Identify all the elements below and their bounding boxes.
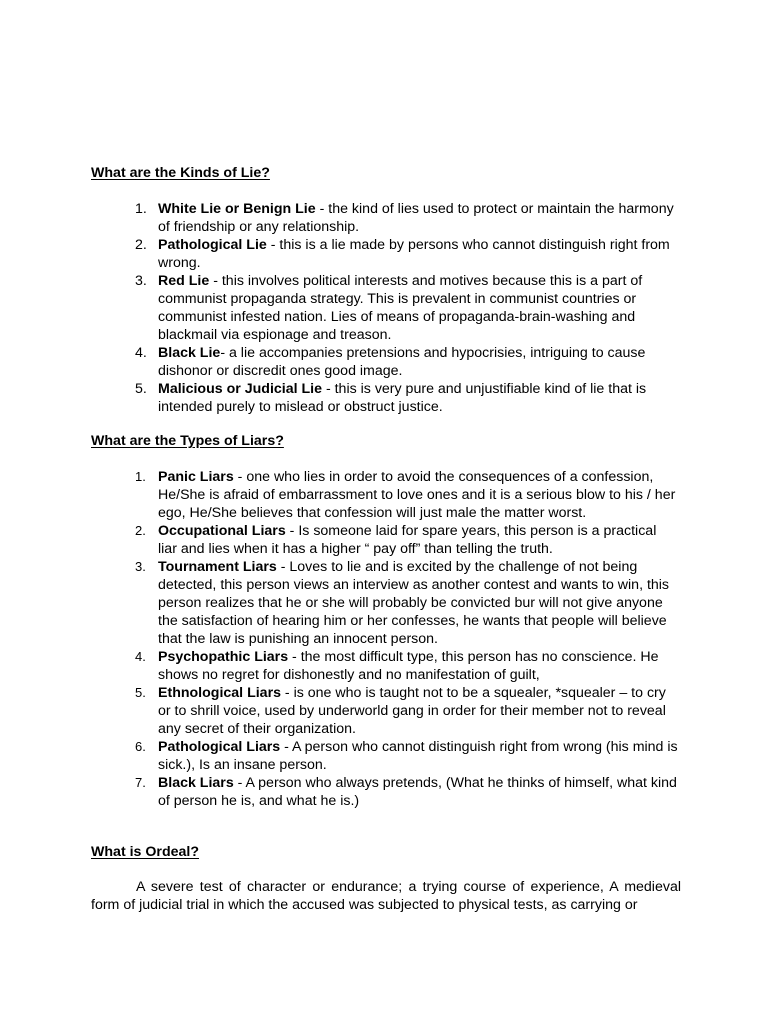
list-item-number: 2. <box>135 237 147 253</box>
list-item-number: 1. <box>135 201 147 217</box>
list-item-term: Black Liars <box>158 775 234 791</box>
list-item-number: 3. <box>135 273 147 289</box>
list-item-term: Panic Liars <box>158 469 234 485</box>
list-item-number: 4. <box>135 345 147 361</box>
list-item <box>0 344 678 380</box>
list-item-term: Occupational Liars <box>158 523 286 539</box>
list-item-text: - the kind of lies used to protect or maintain the harmony of friendship or any relationship. <box>158 201 674 235</box>
kinds-of-lie-heading: What are the Kinds of Lie? <box>91 165 270 181</box>
types-of-liars-heading: What are the Types of Liars? <box>91 433 284 449</box>
list-item <box>0 272 678 344</box>
list-item-term: Psychopathic Liars <box>158 649 289 665</box>
list-item <box>0 774 678 810</box>
list-item-number: 1. <box>135 469 146 484</box>
list-item <box>0 738 678 774</box>
list-item-text: - this involves political interests and motives because this is a part of communist propaganda strategy. This is prevalent in communist countries or communist infested nation. Lies of means of propaganda-brain-washing and blackmail via espionage and treason. <box>158 273 643 343</box>
list-item-term: Black Lie <box>158 345 221 361</box>
list-item-term: Pathological Liars <box>158 739 281 755</box>
list-item-text: - A person who cannot distinguish right from wrong (his mind is sick.), Is an insane person. <box>158 739 678 773</box>
list-item <box>0 558 678 648</box>
list-item <box>0 522 678 558</box>
list-item-text: - Loves to lie and is excited by the challenge of not being detected, this person views an interview as another contest and wants to win, this person realizes that he or she will probably be convicted bur will not give anyone the satisfaction of hearing him or her confesses, he wants that people will believe that the law is punishing an innocent person. <box>158 559 670 647</box>
list-item-text: - the most difficult type, this person has no conscience. He shows no regret for dishonestly and no manifestation of guilt, <box>158 649 659 683</box>
list-item <box>0 200 678 236</box>
list-item-term: Pathological Lie <box>158 237 267 253</box>
list-item <box>0 468 678 522</box>
kinds-of-lie-list <box>0 200 678 416</box>
list-item-term: Malicious or Judicial Lie <box>158 381 322 397</box>
ordeal-heading: What is Ordeal? <box>91 844 199 860</box>
list-item-number: 6. <box>135 739 146 754</box>
types-of-liars-list <box>0 468 678 810</box>
list-item-term: Red Lie <box>158 273 210 289</box>
list-item-number: 2. <box>135 523 146 538</box>
list-item <box>0 648 678 684</box>
list-item-text: - one who lies in order to avoid the consequences of a confession, He/She is afraid of embarrassment to love ones and it is a serious blow to his / her ego, He/She believes that confession will just male the matter worst. <box>158 469 676 521</box>
list-item-text: - is one who is taught not to be a squealer, *squealer – to cry or to shrill voice, used by underworld gang in order for their member not to reveal any secret of their organization. <box>158 685 666 737</box>
list-item-term: White Lie or Benign Lie <box>158 201 316 217</box>
list-item-number: 5. <box>135 685 146 700</box>
list-item-number: 5. <box>135 381 147 397</box>
list-item-text: - A person who always pretends, (What he thinks of himself, what kind of person he is, and what he is.) <box>158 775 677 809</box>
list-item-number: 3. <box>135 559 146 574</box>
list-item <box>0 684 678 738</box>
list-item-text: - a lie accompanies pretensions and hypocrisies, intriguing to cause dishonor or discredit ones good image. <box>158 345 646 379</box>
list-item-term: Tournament Liars <box>158 559 277 575</box>
list-item-number: 4. <box>135 649 146 664</box>
list-item <box>0 380 678 416</box>
list-item-text: - this is very pure and unjustifiable kind of lie that is intended purely to mislead or obstruct justice. <box>158 381 647 415</box>
ordeal-paragraph: A severe test of character or endurance; a trying course of experience, A medieval form of judicial trial in which the accused was subjected to physical tests, as carrying or <box>91 879 681 913</box>
list-item-text: - Is someone laid for spare years, this person is a practical liar and lies when it has a higher “ pay off” than telling the truth. <box>158 523 657 557</box>
list-item-text: - this is a lie made by persons who cannot distinguish right from wrong. <box>158 237 670 271</box>
list-item-term: Ethnological Liars <box>158 685 281 701</box>
list-item-number: 7. <box>135 775 146 790</box>
list-item <box>0 236 678 272</box>
